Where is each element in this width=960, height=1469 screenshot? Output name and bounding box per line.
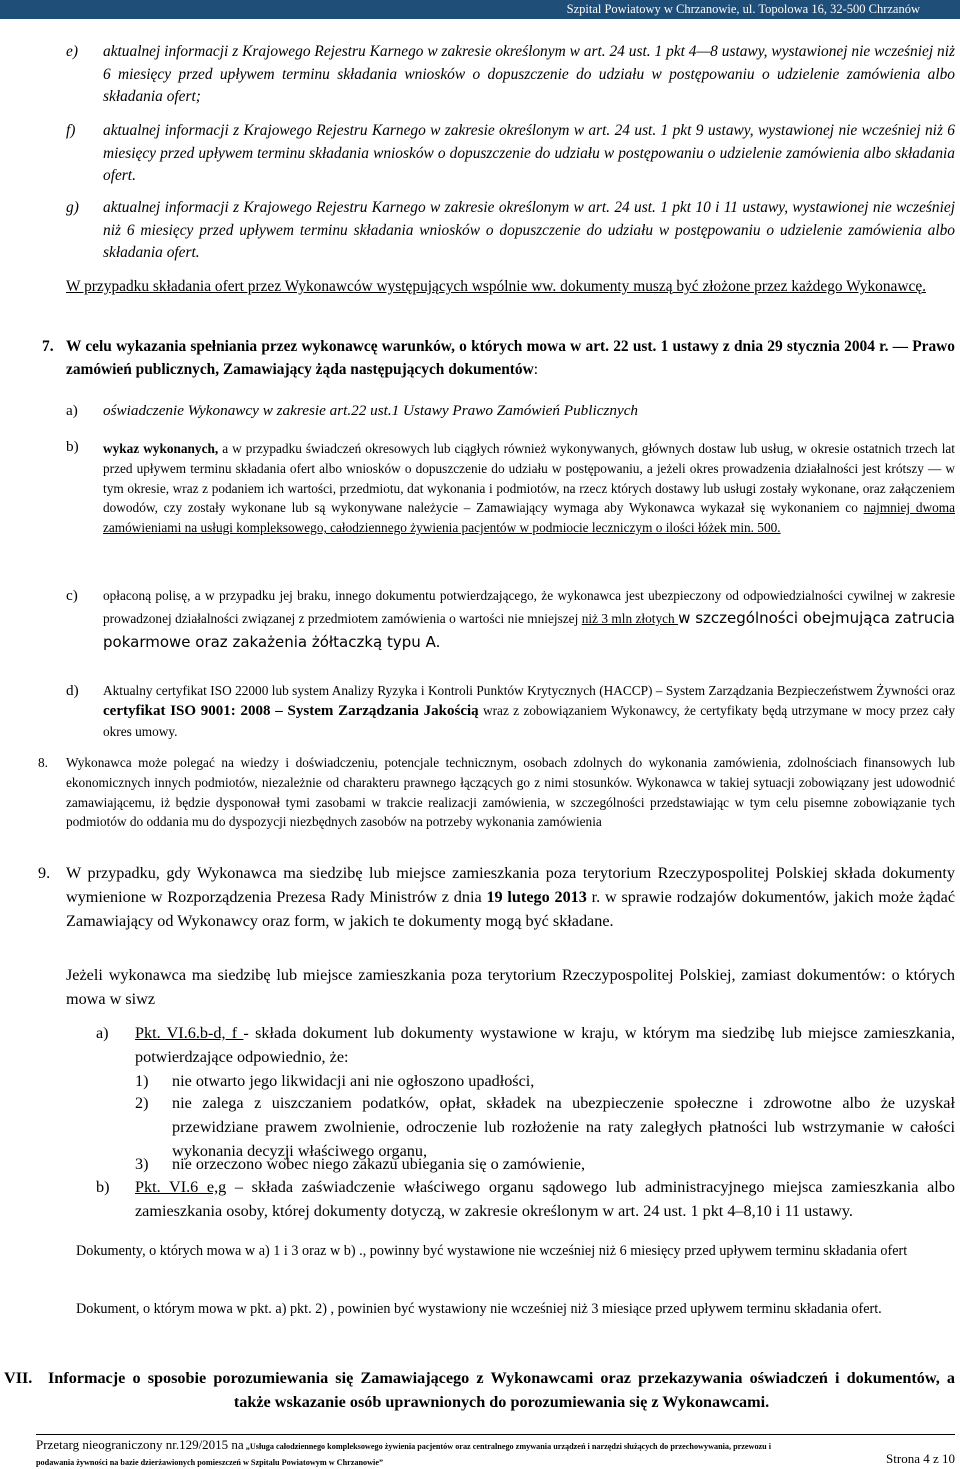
header-text: Szpital Powiatowy w Chrzanowie, ul. Topolowa 16, 32-500 Chrzanów xyxy=(566,2,920,16)
item-e-text: aktualnej informacji z Krajowego Rejestru Karnego w zakresie określonym w art. 24 ust. 1 pkt 4—8 ustawy, wystawionej nie wcześniej niż 6 miesięcy przed upływem terminu składania wniosków o dopuszczenie do udziału w postępowaniu o udzielenie zamówienia albo składania ofert; xyxy=(103,43,955,106)
section-7-b-label: b) xyxy=(66,438,79,455)
footer-lead: Przetarg nieograniczony nr.129/2015 na xyxy=(36,1437,244,1452)
section-9-b-ref: Pkt. VI.6 e,g xyxy=(135,1178,227,1196)
section-9-a-ref: Pkt. VI.6.b-d, f xyxy=(135,1024,244,1042)
section-9-number: 9. xyxy=(38,864,51,882)
section-9-sub-3-text: nie orzeczono wobec niego zakazu ubiegania się o zamówienie, xyxy=(172,1155,586,1173)
item-g-text: aktualnej informacji z Krajowego Rejestru Karnego w zakresie określonym w art. 24 ust. 1 pkt 10 i 11 ustawy, wystawionej nie wcześniej niż 6 miesięcy przed upływem terminu składania wniosków o dopuszczenie do udziału w postępowaniu o udzielenie zamówienia albo składania ofert. xyxy=(103,199,955,262)
section-7-b-bold: wykaz wykonanych, xyxy=(103,441,219,456)
section-9-date: 19 lutego 2013 xyxy=(486,888,587,906)
section-9-b-body: – składa zaświadczenie właściwego organu sądowego lub administracyjnego miejsca zamieszkania albo zamieszkania osoby, której dokumenty dotyczą, w zakresie określonym w art. 24 ust. 1 pkt 4–8,10 i 11 ustawy. xyxy=(135,1178,955,1220)
section-9-sub-3-label: 3) xyxy=(135,1155,149,1173)
section-9-b-label: b) xyxy=(96,1178,110,1196)
section-9-a-text xyxy=(135,1021,955,1069)
section-vii-title: Informacje o sposobie porozumiewania się Zamawiającego z Wykonawcami oraz przekazywania oświadczeń i dokumentów, a także wskazanie osób uprawnionych do porozumiewania się z Wykonawcami. xyxy=(48,1369,955,1411)
footer-subject-2: podawania żywności na bazie dzierżawionych pomieszczeń w Szpitalu Powiatowym w Chrzanowie” xyxy=(36,1458,384,1467)
section-7-bold: W celu wykazania spełniania przez wykonawcę warunków, o których mowa w art. 22 ust. 1 ustawy z dnia 29 stycznia 2004 r. — Prawo zamówień publicznych, Zamawiający żąda następujących dokumentów xyxy=(66,338,955,378)
section-7-c-underlined: niż 3 mln złotych xyxy=(581,610,679,626)
section-7-c-body: opłaconą polisę, a w przypadku jej braku, innego dokumentu potwierdzającego, że wykonawca jest ubezpieczony od odpowiedzialności cywilnej w zakresie prowadzonej działalności związanej z przedmiotem zamówienia o wartości nie mniejszej xyxy=(103,588,955,626)
footer-line-2 xyxy=(36,1452,836,1467)
section-7-d-bold: certyfikat ISO 9001: 2008 – System Zarządzania Jakością xyxy=(103,702,479,719)
section-9-a-body: - składa dokument lub dokumenty wystawione w kraju, w którym ma siedzibę lub miejsce zamieszkania, potwierdzające odpowiednio, że: xyxy=(135,1024,955,1066)
footer-rule xyxy=(36,1434,955,1435)
section-9-a-label: a) xyxy=(96,1024,109,1042)
section-7-b-body: a w przypadku świadczeń okresowych lub ciągłych również wykonywanych, głównych dostaw lub usług, w okresie ostatnich trzech lat przed upływem terminu składania ofert albo wniosków o dopuszczenie do udziału w postępowaniu, a jeżeli okres prowadzenia działalności jest krótszy — w tym okresie, wraz z podaniem ich wartości, przedmiotu, dat wykonania i podmiotów, na rzecz których dostawy lub usługi zostały wykonane, oraz załączeniem dowodów, czy zostały wykonane lub są wykonywane należycie – Zamawiający wymaga aby Wykonawca wykazał się wykonaniem co xyxy=(103,441,955,516)
section-9-sub-2-text: nie zalega z uiszczaniem podatków, opłat, składek na ubezpieczenie społeczne i zdrowotne albo że uzyskał przewidziane prawem zwolnienie, odroczenie lub rozłożenie na raty zaległych płatności lub wstrzymanie w całości wykonania decyzji właściwego organu, xyxy=(172,1094,955,1160)
section-7-c-label: c) xyxy=(66,587,78,604)
footer-subject-1: „Usługa całodziennego kompleksowego żywienia pacjentów oraz centralnego zmywania urządzeń i narzędzi służących do przechowywania, przewozu i xyxy=(243,1442,772,1451)
section-vii-number: VII. xyxy=(4,1369,33,1387)
consortium-note: W przypadku składania ofert przez Wykonawców występujących wspólnie ww. dokumenty muszą być złożone przez każdego Wykonawcę. xyxy=(66,278,927,295)
section-7-d-body1: Aktualny certyfikat ISO 22000 lub system Analizy Ryzyka i Kontroli Punktów Krytycznych (HACCP) – System Zarządzania Bezpieczeństwem Żywności oraz xyxy=(103,683,955,698)
section-7-b-text xyxy=(103,439,955,538)
section-7-intro xyxy=(66,336,955,381)
section-7-a-label: a) xyxy=(66,402,78,419)
section-7-d-text xyxy=(103,681,955,741)
section-8-text: Wykonawca może polegać na wiedzy i doświadczeniu, potencjale technicznym, osobach zdolnych do wykonania zamówienia, zdolnościach finansowych lub ekonomicznych innych podmiotów, niezależnie od charakteru prawnego łączących go z nimi stosunków. Wykonawca w takiej sytuacji zobowiązany jest udowodnić zamawiającemu, iż będzie dysponował tymi zasobami w trakcie realizacji zamówienia, w szczególności przedstawiając w tym celu pisemne zobowiązanie tych podmiotów do oddania mu do dyspozycji niezbędnych zasobów na potrzeby wykonania zamówienia xyxy=(66,755,955,830)
section-7-number: 7. xyxy=(42,338,54,355)
section-9-para2: Jeżeli wykonawca ma siedzibę lub miejsce zamieszkania poza terytorium Rzeczypospolitej Polskiej, zamiast dokumentów: o których mowa w siwz xyxy=(66,966,955,1008)
section-7-c-text xyxy=(103,586,955,654)
section-9-sub-1-text: nie otwarto jego likwidacji ani nie ogłoszono upadłości, xyxy=(172,1072,535,1090)
section-9-text xyxy=(66,861,955,933)
section-7-b-underlined: najmniej dwoma zamówieniami na usługi kompleksowego, całodziennego żywienia pacjentów w podmiocie leczniczym o ilości łóżek min. 500. xyxy=(103,500,956,536)
section-9-sub-2-label: 2) xyxy=(135,1094,149,1112)
item-g-label: g) xyxy=(66,199,79,216)
section-7-d-label: d) xyxy=(66,682,79,699)
section-9-sub-1-label: 1) xyxy=(135,1072,149,1090)
section-7-d-body2: wraz z zobowiązaniem Wykonawcy, że certyfikaty będą utrzymane w mocy przez cały okres umowy. xyxy=(103,702,955,739)
item-e-label: e) xyxy=(66,43,78,60)
section-9-body2: r. w sprawie rodzajów dokumentów, jakich może żądać Zamawiający od Wykonawcy oraz form, w jakich te dokumenty mogą być składane. xyxy=(66,888,955,930)
section-9-docs1: Dokumenty, o których mowa w a) 1 i 3 oraz w b) ., powinny być wystawione nie wcześniej niż 6 miesięcy przed upływem terminu składania ofert xyxy=(76,1243,908,1259)
item-f-text: aktualnej informacji z Krajowego Rejestru Karnego w zakresie określonym w art. 24 ust. 1 pkt 9 ustawy, wystawionej nie wcześniej niż 6 miesięcy przed upływem terminu składania wniosków o dopuszczenie do udziału w postępowaniu o udzielenie zamówienia albo składania ofert. xyxy=(103,122,955,185)
section-7-colon: : xyxy=(533,360,538,378)
section-7-a-text: oświadczenie Wykonawcy w zakresie art.22 ust.1 Ustawy Prawo Zamówień Publicznych xyxy=(103,402,639,419)
section-9-b-text xyxy=(135,1175,955,1223)
section-7-c-emphasis: w szczególności obejmująca zatrucia pokarmowe oraz zakażenia żółtaczką typu A. xyxy=(103,608,955,651)
footer-line-1 xyxy=(36,1436,955,1452)
item-f-label: f) xyxy=(66,122,76,139)
section-9-docs2: Dokument, o którym mowa w pkt. a) pkt. 2) , powinien być wystawiony nie wcześniej niż 3 miesiące przed upływem terminu składania ofert. xyxy=(76,1301,882,1317)
section-9-body1: W przypadku, gdy Wykonawca ma siedzibę lub miejsce zamieszkania poza terytorium Rzeczypospolitej Polskiej składa dokumenty wymienione w Rozporządzenia Prezesa Rady Ministrów z dnia xyxy=(66,864,955,906)
section-8-number: 8. xyxy=(38,755,48,770)
page-number: Strona 4 z 10 xyxy=(886,1451,955,1466)
page-header-bar xyxy=(0,0,960,19)
